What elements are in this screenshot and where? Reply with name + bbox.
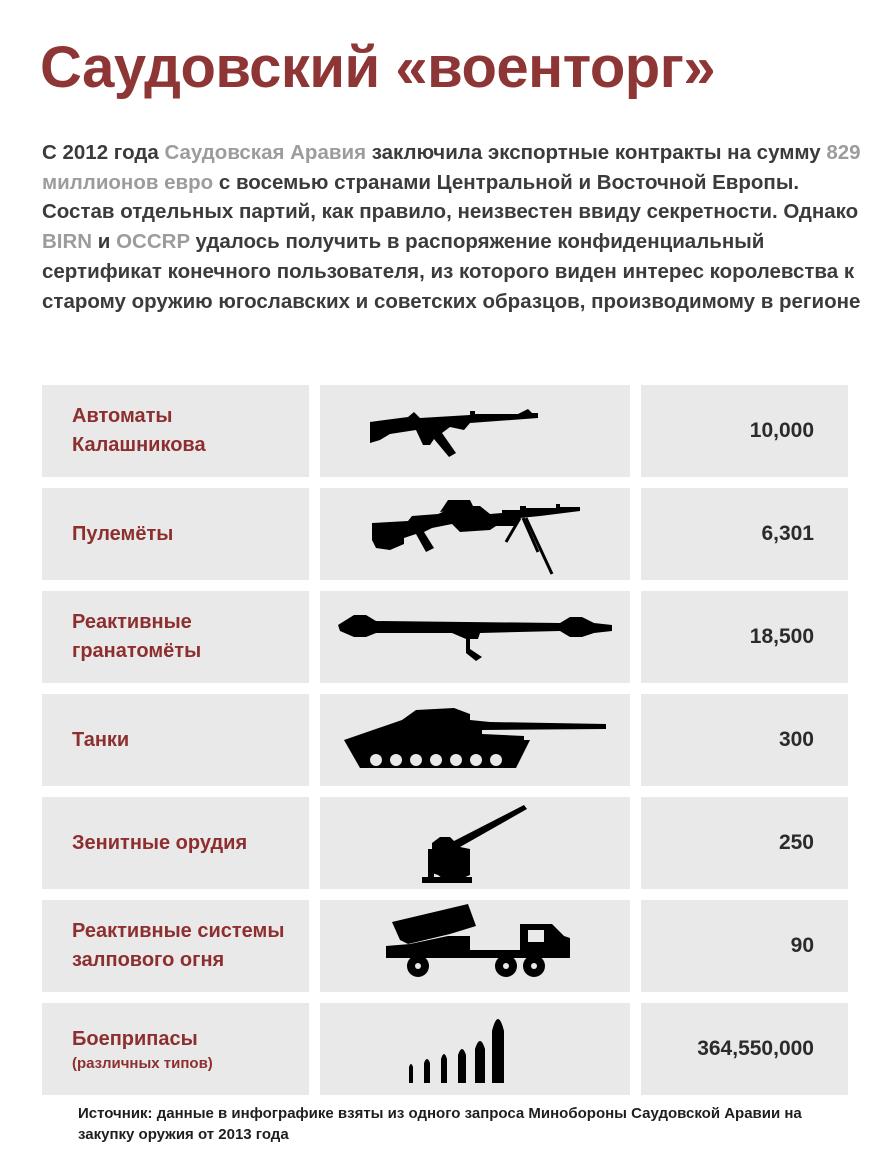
- grenade-launcher-icon: [320, 591, 630, 683]
- row-value: 364,550,000: [697, 1037, 814, 1060]
- table-row: [42, 385, 848, 477]
- row-label: Танки: [72, 728, 130, 751]
- row-label: Пулемёты: [72, 522, 174, 545]
- row-value-cell: [641, 694, 848, 786]
- row-value-cell: [641, 900, 848, 992]
- highlight-amount: 829 миллионов евро: [42, 141, 861, 194]
- row-value-cell: [641, 385, 848, 477]
- row-icon-cell: [320, 797, 630, 889]
- machine-gun-icon: [320, 488, 630, 580]
- row-label-cell: [42, 488, 309, 580]
- row-label: Зенитные орудия: [72, 831, 248, 854]
- anti-aircraft-gun-icon: [320, 797, 630, 889]
- table-row: [42, 797, 848, 889]
- row-label: Реактивные гранатомёты: [72, 611, 202, 662]
- ammunition-icon: [320, 1003, 630, 1095]
- row-value: 300: [778, 728, 814, 751]
- row-value: 10,000: [749, 419, 814, 442]
- row-label-cell: [42, 591, 309, 683]
- page-title: Саудовский «военторг»: [40, 35, 716, 100]
- row-value: 18,500: [749, 625, 814, 648]
- row-sublabel: (различных типов): [72, 1055, 213, 1072]
- source-note: Источник: данные в инфографике взяты из одного запроса Минобороны Саудовской Аравии на закупку оружия от 2013 года: [78, 1105, 802, 1143]
- row-label-cell: [42, 385, 309, 477]
- rifle-icon: [320, 385, 630, 477]
- row-icon-cell: [320, 488, 630, 580]
- row-value-cell: [641, 488, 848, 580]
- rocket-launcher-truck-icon: [320, 900, 630, 992]
- table-row: [42, 694, 848, 786]
- row-label-cell: [42, 1003, 309, 1095]
- row-label: Автоматы Калашникова: [72, 405, 206, 456]
- row-value-cell: [641, 591, 848, 683]
- row-value: 250: [778, 831, 814, 854]
- row-value-cell: [641, 1003, 848, 1095]
- table-row: [42, 488, 848, 580]
- row-icon-cell: [320, 1003, 630, 1095]
- tank-icon: [320, 694, 630, 786]
- row-icon-cell: [320, 591, 630, 683]
- highlight-birn: BIRN: [42, 230, 93, 254]
- row-label-cell: [42, 900, 309, 992]
- table-row: [42, 1003, 848, 1095]
- row-label: Реактивные системы залпового огня: [72, 920, 285, 971]
- row-label-cell: [42, 694, 309, 786]
- highlight-country: Саудовская Аравия: [164, 141, 367, 164]
- row-value: 6,301: [761, 522, 814, 545]
- intro-text: С 2012 года Саудовская Аравия заключила экспортные контракты на сумму 829 миллионов евро с восемью странами Центральной и Восточной Европы. Состав отдельных партий, как правило, неизвестен ввиду секретности. Однако BIRN и OCCRP удалось получить в распоряжение конфиденциальный сертификат конечного пользователя, из которого виден интерес королевства к старому оружию югославских и советских образцов, производимому в регионе: [42, 141, 861, 313]
- highlight-occrp: OCCRP: [116, 230, 190, 254]
- row-icon-cell: [320, 694, 630, 786]
- row-icon-cell: [320, 385, 630, 477]
- table-row: [42, 591, 848, 683]
- row-value: 90: [790, 934, 814, 957]
- table-row: [42, 900, 848, 992]
- row-label: Боеприпасы: [72, 1028, 198, 1050]
- row-icon-cell: [320, 900, 630, 992]
- row-value-cell: [641, 797, 848, 889]
- row-label-cell: [42, 797, 309, 889]
